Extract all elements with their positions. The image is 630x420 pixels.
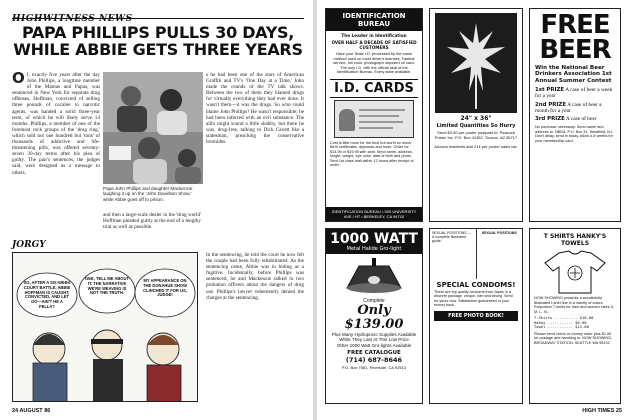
poster-ad [429,8,523,222]
watt-catalogue: FREE CATALOGUE [347,350,401,357]
id-card-sample [334,100,414,138]
id-ad-headline: I.D. CARDS [330,79,418,98]
right-page [317,0,630,420]
lamp-illustration [339,258,409,298]
tshirt-ad [529,228,621,404]
id-cards-ad [325,8,423,222]
editorial-cartoon [12,252,198,402]
article-text-1: f, exactly five years after the day John Phillips, a longtime member of the Mamas and Papas, was sentenced in New York for separate drug offenses, Hoffman, convicted of selling three pounds of cocaine to narcotic agents, was handed a solid three-year term, of which he will likely serve 14 months. Phillips, a member of one of the foremost rock groups of the 'drug ring,' which sold not one hundred but 'tons' of thousands of addictive and life-threatening pills, was offered seventy-seven 30-day terms after his plea of guilty. The pair's sentences, the judges said, were designed as a message to others. [12,72,100,176]
condom-box-left: SEXUAL POSITIONS — A complete illustrated guide. [430,229,477,279]
id-ad-subhead: OVER HALF A DECADE OF SATISFIED CUSTOMERS [331,40,417,50]
grow-light-ad [325,228,423,404]
beer-ad-win: Win the National Beer Drinkers Association 1st Annual Summer Contest [535,65,612,84]
tshirt-order-info: Please send check or money order plus $1.50 for postage and handling to: NOW SHOWING, BROADWAY STATION, SEATTLE WA 98102 [534,331,613,345]
id-ad-banner: IDENTIFICATION BUREAU [326,9,422,31]
watt-subtitle: Metal Halide Gro-light [346,246,402,252]
beer-prize-1: 1st PRIZE A case of beer a week for a year [535,87,613,100]
watt-address: P.O. Box 7581, Riverside, CA 92513 [341,365,407,371]
speech-bubble-2: GEE, TELL ME ABOUT IT. THE NARRATIVE WE'RE WEAVING IS NOT THE TRUTH. [85,276,129,296]
watt-price: Only $139.00 [344,303,404,332]
watt-title: 1000 WATT [330,231,418,247]
page-folio-right: HIGH TIMES 25 [582,408,622,414]
article-column-1 [12,72,100,240]
id-ad-intro: Have your State I.D. processed by the same method used on most driver's licenses. Fastest service, full color, photograph imposed on card. The only I.D. with the official seal of the Identification Bureau. Every state available. [333,51,415,75]
tshirt-illustration [539,249,611,295]
condom-ad-title: SPECIAL CONDOMS! [436,281,516,289]
watt-other: Other 1000 Watt Gro-lights Available [336,342,412,348]
drop-cap: O [12,72,25,87]
beer-prize-3: 3rd PRIZE A case of beer [535,116,597,123]
section-title: HIGHWITNESS NEWS [12,14,133,24]
poster-artwork [435,13,517,113]
article-column-2: and then a large-scale dealer in the 'drug world' Hoffman pleaded guilty at the end of a lengthy trial as well as possible. [103,212,201,231]
speech-bubble-1: SO, AFTER A SIX-WEEK COURT BATTLE, ABBIE HOFFMAN IS CAUGHT, CONVICTED, AND LET GO—AIN'T HE A FELLA? [23,280,71,309]
tshirt-ad-body: NOW SHOWING presents a wonderfully illustrated t-shirt line in a variety of colors. Polycotton T-shirts for men and women sizes S, M, L, XL. [534,296,615,314]
left-page [0,0,313,420]
watt-complete: Complete [363,298,385,304]
page-folio-left: 24 AUGUST 86 [12,408,51,414]
speech-bubble-3: MY APPEARANCE ON THE DONAHUE SHOW CLINCHED IT FOR US, JUDGE! [143,278,187,298]
tshirt-icon [539,249,611,295]
article-column-3: s he had been one of the stars of American Graffiti and TV's 'One Day at a Time,' John made the rounds of the TV talk shows. Between the two of them they blamed drugs for virtually everything they had ever done. It wasn't them—it was the drugs. So who could blame John Phillips? He wasn't responsible; he had been infected with an evil substance. The alibi might sound a little shabby, but there he was, drug-free, talking to Dick Cavett like a statesman, preaching the conservative bromides. [206,72,304,146]
poster-offer: Limited Quantities So Hurry [436,123,516,129]
watt-info: Plus Many Hydroponic Supplies Available While They Last At This Low Price [331,332,417,343]
photo-caption: Papa John Phillips and daughter Mackenzie laughing it up on the 'John Davidson Show,' while Abbie goes off to prison. [103,186,193,202]
beer-ad-title: FREE BEER [539,10,611,65]
poster-image [435,13,517,113]
condom-ad-body: These are top quality condoms from Japan in a discreet package, unique, slim and strong. Send for yours now. Satisfaction guaranteed or your money back. [434,290,513,308]
condom-free-offer: FREE PHOTO BOOK! [434,311,518,321]
poster-note: Arizona residents add 21¢ per poster sales tax. [434,143,518,149]
id-ad-tagline: The Leader in Identification [341,33,407,38]
condom-ad-top [430,229,522,279]
section-header [12,6,304,24]
article-photo [103,72,203,184]
id-ad-footer: IDENTIFICATION BUREAU • 929 UNIVERSITY AVE / HT • BERKELEY, CA 94710 [326,207,422,221]
tshirt-ad-title: T SHIRTS HANKY'S TOWELS [543,233,607,247]
beer-ad-fineprint: No purchase necessary. Send name and address to: NBDA, P.O. Box 31, Westfield, NJ. Don't delay, send in today. Allow 4-6 weeks for your membership card. [535,125,613,143]
id-card-photo [339,109,355,131]
condom-ad [429,228,523,404]
article-headline: PAPA PHILLIPS PULLS 30 DAYS, WHILE ABBIE GETS THREE YEARS [13,23,303,59]
watt-banner [326,229,422,254]
beer-prize-2: 2nd PRIZE A case of beer a month for a year [535,101,602,114]
free-beer-ad [529,8,621,222]
cartoon-label: JORGY [12,240,46,250]
tshirt-price-list: T-Shirts .......... $10.00 Hanky ........... $6.00 Towel ........... $12.00 [534,315,594,329]
id-ad-details: Cost is little more for the best but worth so much. Birth certificates, diplomas and more. Order for $14.95 or $19.95 with seal. Send name, address, height, weight, eye color, date of birth and photo. Sent 1st class mail within 12 hours after receipt of order. [330,140,414,168]
lamp-icon [339,258,409,298]
photo-image [103,72,203,184]
watt-phone: (714) 687-8646 [345,356,403,365]
poster-size: 24" x 36" [460,115,492,122]
poster-details: Send $3.50 per poster postpaid to: Peacock Poster Inc. P.O. Box 41352, Tucson, AZ 85717 [434,130,518,140]
condom-box-right: SEXUAL POSITIONS [481,231,517,235]
article-column-4: In the sentencing, he told the court he now felt the couple had been fully rehabilitated. As the sentencing came, Abbie was in hiding as a fugitive. Incidentally, before Phillips was sentenced, he and Mackenzie talked to two probation officers about the dangers of drug use. Phillips's lawyer vehemently denied the charges at the sentencing. [206,252,304,301]
